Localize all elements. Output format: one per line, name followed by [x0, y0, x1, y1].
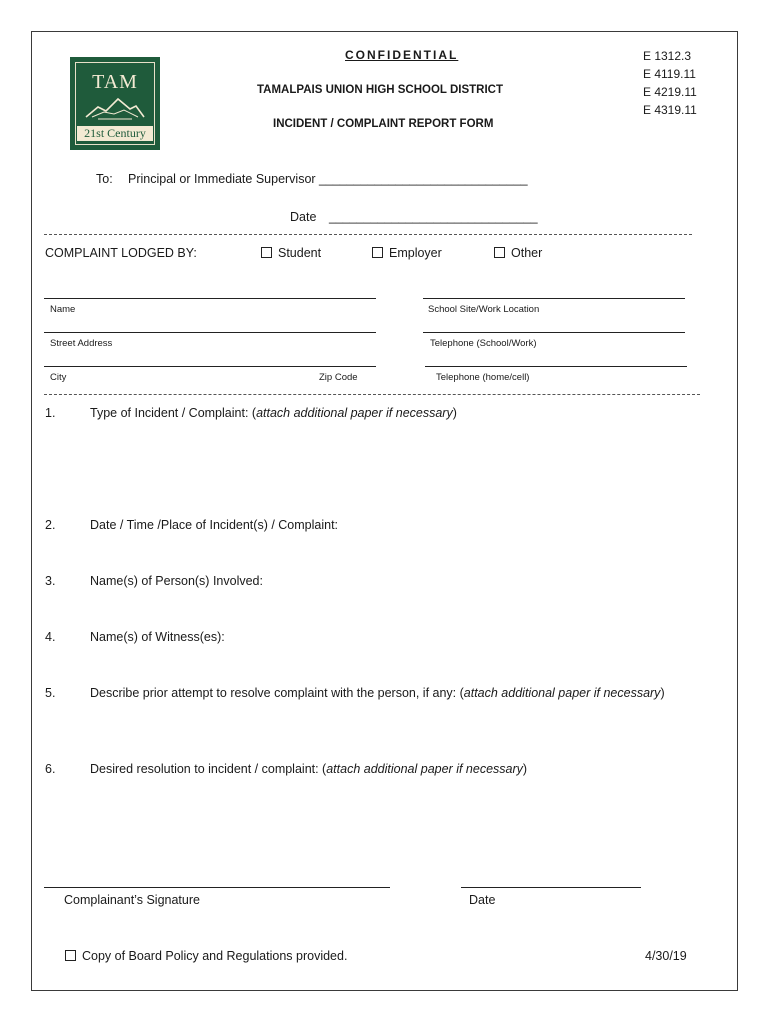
signature-date-label: Date: [469, 893, 496, 907]
city-label: City: [50, 372, 67, 383]
checkbox-icon[interactable]: [494, 247, 505, 258]
question-number: 1.: [45, 406, 56, 420]
divider: [44, 394, 700, 395]
employer-option[interactable]: [372, 246, 442, 260]
signature-date-field[interactable]: [461, 887, 641, 888]
policy-code: E 4119.11: [643, 67, 696, 81]
question-number: 6.: [45, 762, 56, 776]
policy-code: E 4319.11: [643, 103, 697, 117]
phone-school-label: Telephone (School/Work): [430, 338, 537, 349]
date-label: Date: [290, 210, 317, 224]
date-field[interactable]: ______________________________: [329, 210, 538, 224]
question-text: Name(s) of Person(s) Involved:: [90, 574, 263, 588]
question-text: Desired resolution to incident / complaint: (attach additional paper if necessary): [90, 762, 528, 776]
signature-field[interactable]: [44, 887, 390, 888]
question-text: Name(s) of Witness(es):: [90, 630, 225, 644]
name-field[interactable]: [44, 298, 376, 299]
street-label: Street Address: [50, 338, 113, 349]
policy-code: E 4219.11: [643, 85, 697, 99]
lodged-by-label: COMPLAINT LODGED BY:: [45, 246, 197, 260]
checkbox-icon[interactable]: [65, 950, 76, 961]
zip-label: Zip Code: [319, 372, 358, 383]
policy-code: E 1312.3: [643, 49, 692, 63]
student-option[interactable]: [261, 246, 321, 260]
board-policy-label: Copy of Board Policy and Regulations provided.: [82, 949, 348, 963]
school-site-field[interactable]: [423, 298, 685, 299]
to-recipient[interactable]: Principal or Immediate Supervisor ______________________________: [128, 172, 528, 186]
logo-tagline: 21st Century: [77, 126, 153, 141]
board-policy-option[interactable]: [65, 949, 347, 963]
phone-home-field[interactable]: [425, 366, 687, 367]
mountain-icon: [84, 95, 146, 121]
phone-school-field[interactable]: [423, 332, 685, 333]
question-number: 5.: [45, 686, 56, 700]
student-label: Student: [278, 246, 322, 260]
question-text: Date / Time /Place of Incident(s) / Complaint:: [90, 518, 339, 532]
signature-label: Complainant’s Signature: [64, 893, 200, 907]
question-text: Type of Incident / Complaint: (attach additional paper if necessary): [90, 406, 457, 420]
form-title: INCIDENT / COMPLAINT REPORT FORM: [273, 118, 494, 130]
to-label: To:: [96, 172, 113, 186]
other-label: Other: [511, 246, 543, 260]
logo-text: TAM: [92, 71, 138, 93]
street-field[interactable]: [44, 332, 376, 333]
question-number: 2.: [45, 518, 56, 532]
school-site-label: School Site/Work Location: [428, 304, 540, 315]
name-label: Name: [50, 304, 76, 315]
checkbox-icon[interactable]: [261, 247, 272, 258]
revision-date: 4/30/19: [645, 949, 687, 963]
question-number: 4.: [45, 630, 56, 644]
question-text: Describe prior attempt to resolve complaint with the person, if any: (attach additional paper if necessary): [90, 686, 665, 700]
divider: [44, 234, 692, 235]
district-name: TAMALPAIS UNION HIGH SCHOOL DISTRICT: [257, 84, 503, 96]
district-logo: [70, 57, 160, 150]
confidential-heading: CONFIDENTIAL: [345, 48, 459, 62]
city-zip-field[interactable]: [44, 366, 376, 367]
employer-label: Employer: [389, 246, 442, 260]
question-number: 3.: [45, 574, 56, 588]
policy-codes: [643, 47, 697, 119]
checkbox-icon[interactable]: [372, 247, 383, 258]
other-option[interactable]: [494, 246, 542, 260]
phone-home-label: Telephone (home/cell): [436, 372, 530, 383]
